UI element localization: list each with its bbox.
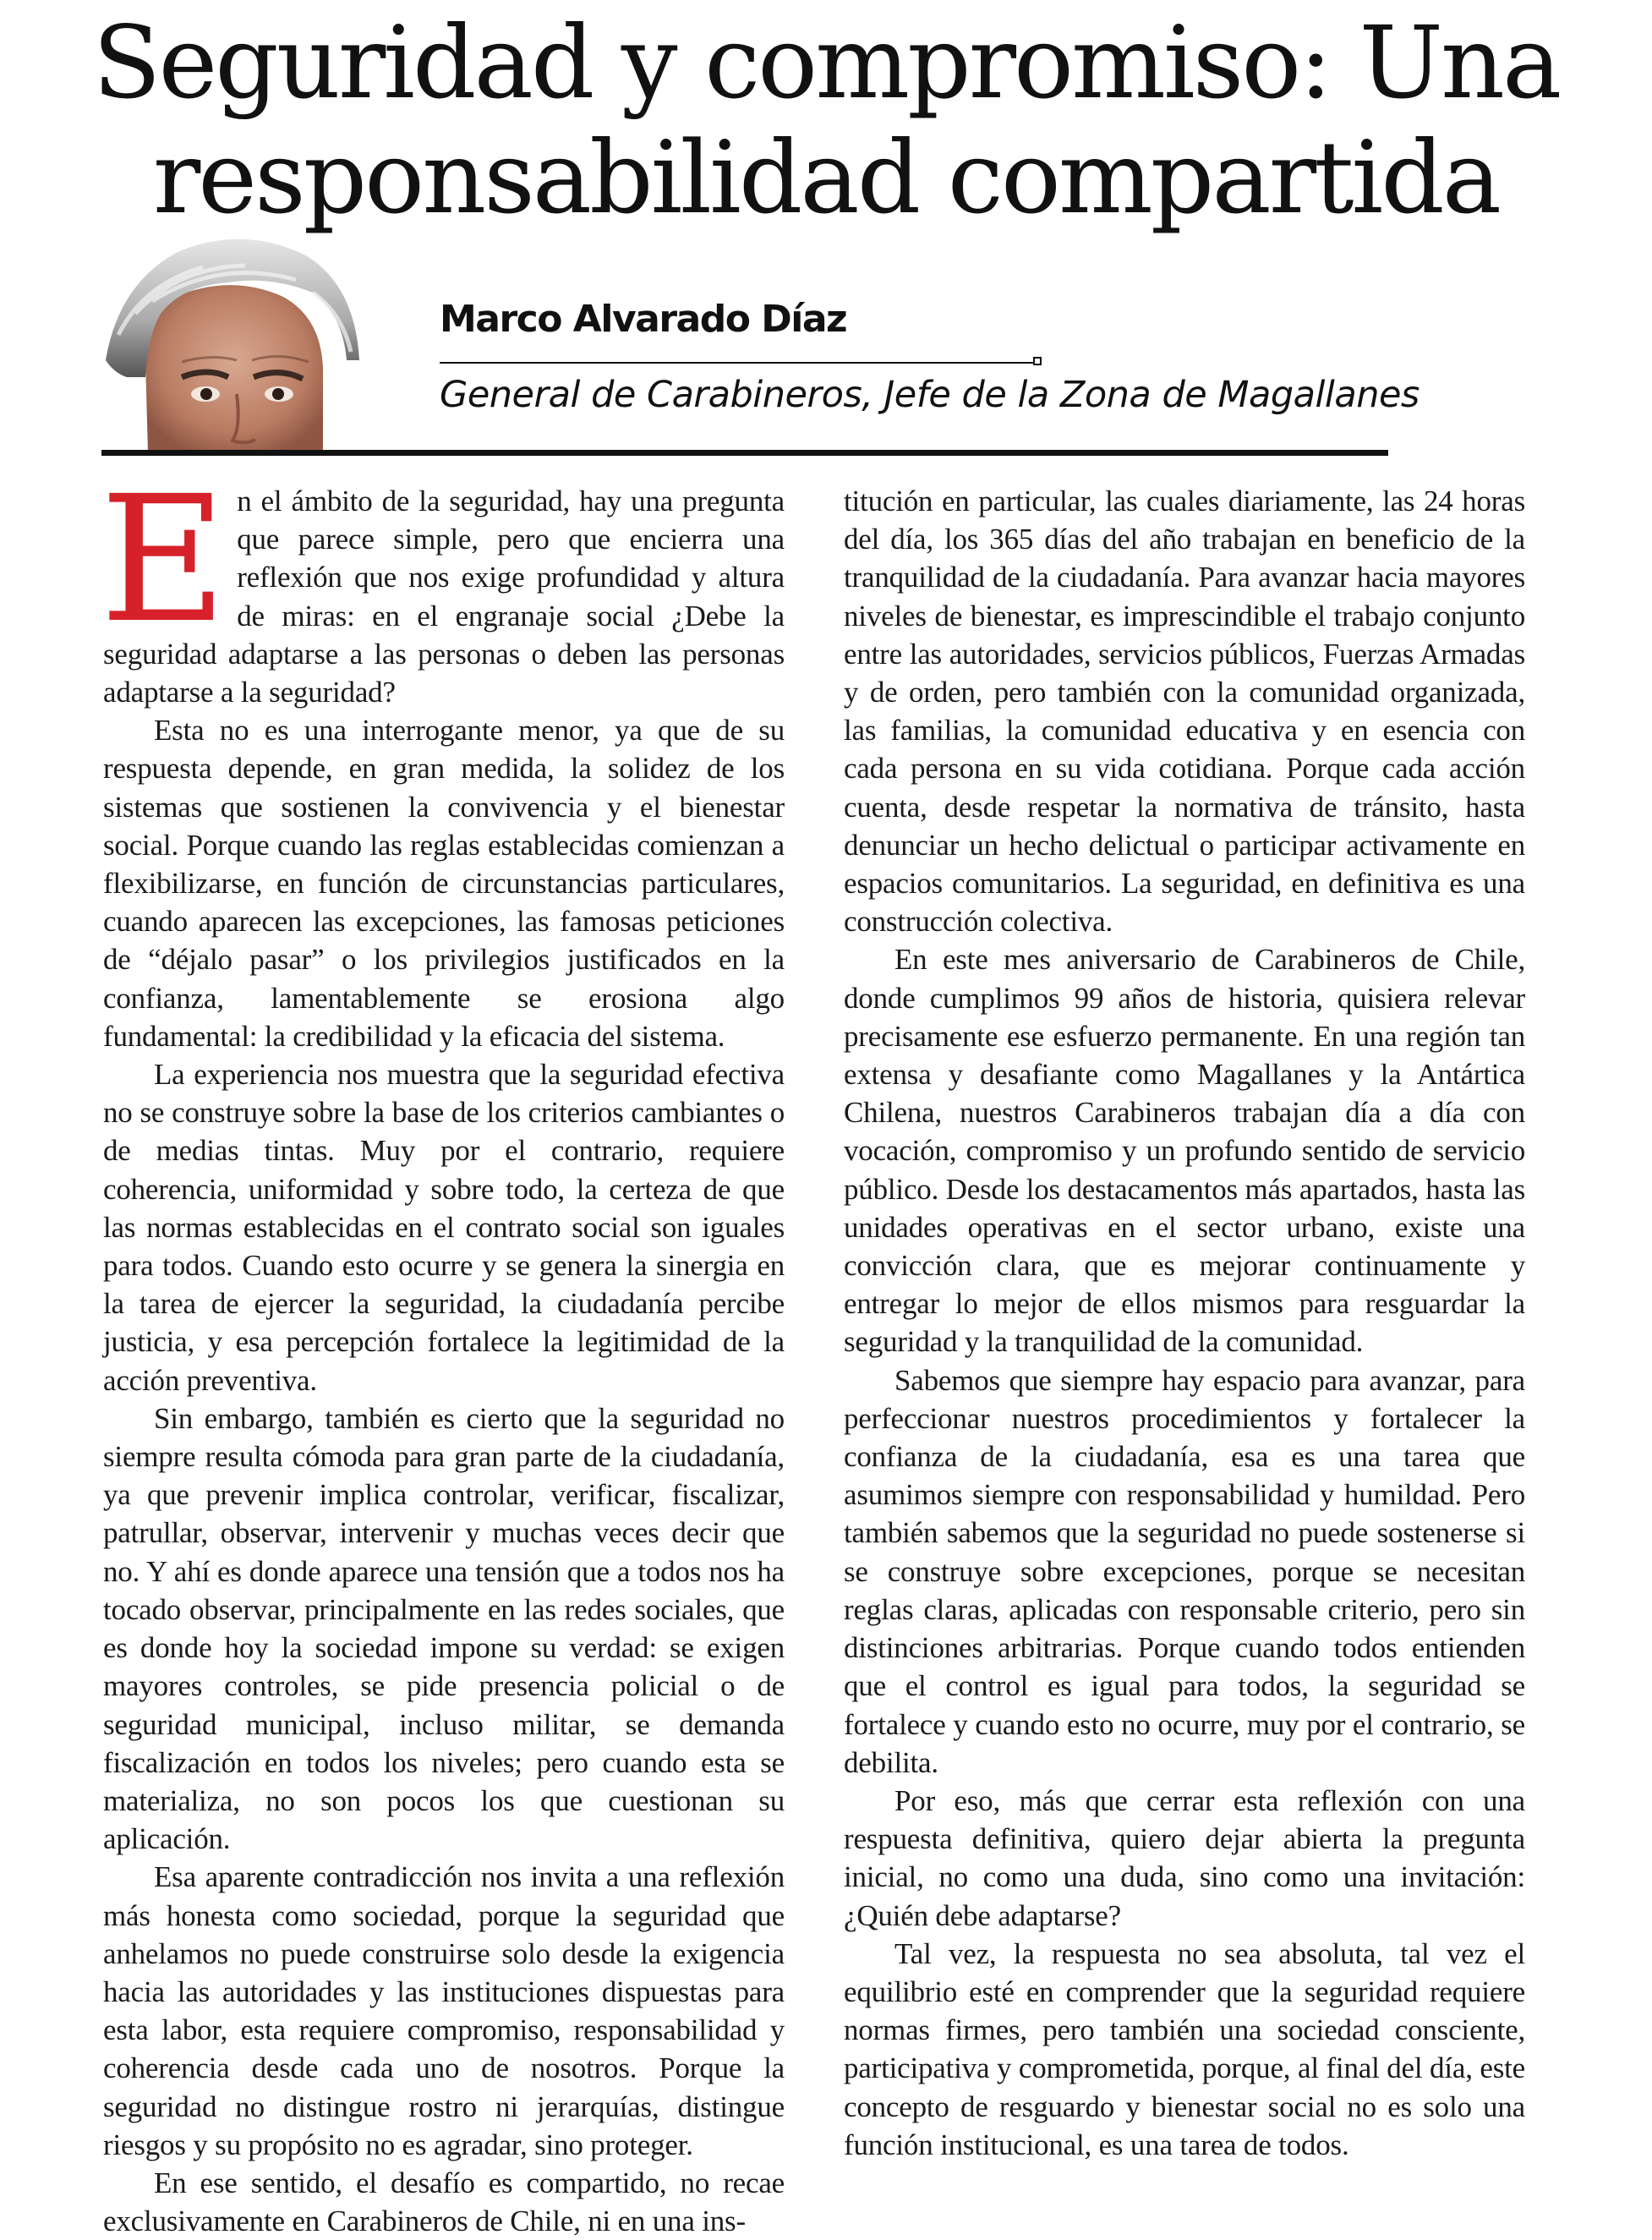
paragraph: La experiencia nos muestra que la seguridad efectiva no se construye sobre la base de los criterios cambiantes o de medias tintas. Muy por el contrario, requiere coherencia, uniformidad y sobre todo, la certeza de que las normas establecidas en el contrato social son iguales para todos. Cuando esto ocurre y se genera la sinergia en la tarea de ejercer la seguridad, la ciudadanía percibe justicia, y esa percepción fortalece la legitimidad de la acción preventiva.: [103, 1058, 785, 1397]
author-portrait: [101, 233, 380, 453]
paragraph: Sabemos que siempre hay espacio para avanzar, para perfeccionar nuestros procedimientos y fortalecer la confianza de la ciudadanía, esa es una tarea que asumimos siempre con responsabilidad y humildad. Pero también sabemos que la seguridad no puede sostenerse si se construye sobre excepciones, porque se necesitan reglas claras, aplicadas con responsable criterio, pero sin distinciones arbitrarias. Porque cuando todos entienden que el control es igual para todos, la seguridad se fortalece y cuando esto no ocurre, muy por el contrario, se debilita.: [844, 1363, 1525, 1779]
headline-line-1: Seguridad y compromiso: Una: [92, 4, 1560, 121]
article-column-right: [844, 482, 1525, 2164]
paragraph: En ese sentido, el desafío es compartido, no recae exclusivamente en Carabineros de Chile, ni en una ins-: [103, 2166, 785, 2238]
headline-line-2: responsabilidad compartida: [152, 119, 1500, 236]
author-role: General de Carabineros, Jefe de la Zona de Magallanes: [440, 374, 1420, 416]
drop-cap: E: [100, 458, 227, 661]
paragraph: Por eso, más que cerrar esta reflexión con una respuesta definitiva, quiero dejar abierta la pregunta inicial, no como una duda, sino como una invitación: ¿Quién debe adaptarse?: [844, 1783, 1525, 1932]
author-name: Marco Alvarado Díaz: [440, 298, 847, 341]
paragraph-continuation: titución en particular, las cuales diariamente, las 24 horas del día, los 365 días del año trabajan en beneficio de la tranquilidad de la ciudadanía. Para avanzar hacia mayores niveles de bienestar, es imprescindible el trabajo conjunto entre las autoridades, servicios públicos, Fuerzas Armadas y de orden, pero también con la comunidad organizada, las familias, la comunidad educativa y en esencia con cada persona en su vida cotidiana. Porque cada acción cuenta, desde respetar la normativa de tránsito, hasta denunciar un hecho delictual o participar activamente en espacios comunitarios. La seguridad, en definitiva es una construcción colectiva.: [844, 485, 1525, 939]
paragraph: Esta no es una interrogante menor, ya que de su respuesta depende, en gran medida, la solidez de los sistemas que sostienen la convivencia y el bienestar social. Porque cuando las reglas establecidas comienzan a flexibilizarse, en función de circunstancias particulares, cuando aparecen las excepciones, las famosas peticiones de “déjalo pasar” o los privilegios justificados en la confianza, lamentablemente se erosiona algo fundamental: la credibilidad y la eficacia del sistema.: [103, 714, 785, 1053]
paragraph-intro: [100, 458, 785, 711]
article-column-left: [100, 458, 785, 2240]
author-rule-end: [1033, 357, 1042, 365]
paragraph: En este mes aniversario de Carabineros de Chile, donde cumplimos 99 años de historia, quisiera relevar precisamente ese esfuerzo permanente. En una región tan extensa y desafiante como Magallanes y la Antártica Chilena, nuestros Carabineros trabajan día a día con vocación, compromiso y un profundo sentido de servicio público. Desde los destacamentos más apartados, hasta las unidades operativas en el sector urbano, existe una convicción clara, que es mejorar continuamente y entregar lo mejor de ellos mismos para resguardar la seguridad y la tranquilidad de la comunidad.: [844, 943, 1526, 1359]
paragraph: Esa aparente contradicción nos invita a una reflexión más honesta como sociedad, porque la seguridad que anhelamos no puede construirse solo desde la exigencia hacia las autoridades y las instituciones dispuestas para esta labor, esta requiere compromiso, responsabilidad y coherencia desde cada uno de nosotros. Porque la seguridad no distingue rostro ni jerarquías, distingue riesgos y su propósito no es agradar, sino proteger.: [103, 1860, 785, 2161]
author-rule: [440, 362, 1038, 364]
headline: [0, 5, 1652, 235]
paragraph: Tal vez, la respuesta no sea absoluta, tal vez el equilibrio esté en comprender que la seguridad requiere normas firmes, pero también una sociedad consciente, participativa y comprometida, porque, al final del día, este concepto de resguardo y bienestar social no es solo una función institucional, es una tarea de todos.: [844, 1936, 1525, 2161]
paragraph: Sin embargo, también es cierto que la seguridad no siempre resulta cómoda para gran parte de la ciudadanía, ya que prevenir implica controlar, verificar, fiscalizar, patrullar, observar, intervenir y muchas veces decir que no. Y ahí es donde aparece una tensión que a todos nos ha tocado observar, principalmente en las redes sociales, que es donde hoy la sociedad impone su verdad: se exigen mayores controles, se pide presencia policial o de seguridad municipal, incluso militar, se demanda fiscalización en todos los niveles; pero cuando esta se materializa, no son pocos los que cuestionan su aplicación.: [103, 1401, 785, 1856]
header-divider: [101, 450, 1388, 456]
paragraph-intro-text: n el ámbito de la seguridad, hay una pregunta que parece simple, pero que encierra una reflexión que nos exige profundidad y altura de miras: en el engranaje social ¿Debe la seguridad adaptarse a las personas o deben las personas adaptarse a la seguridad?: [103, 485, 785, 709]
